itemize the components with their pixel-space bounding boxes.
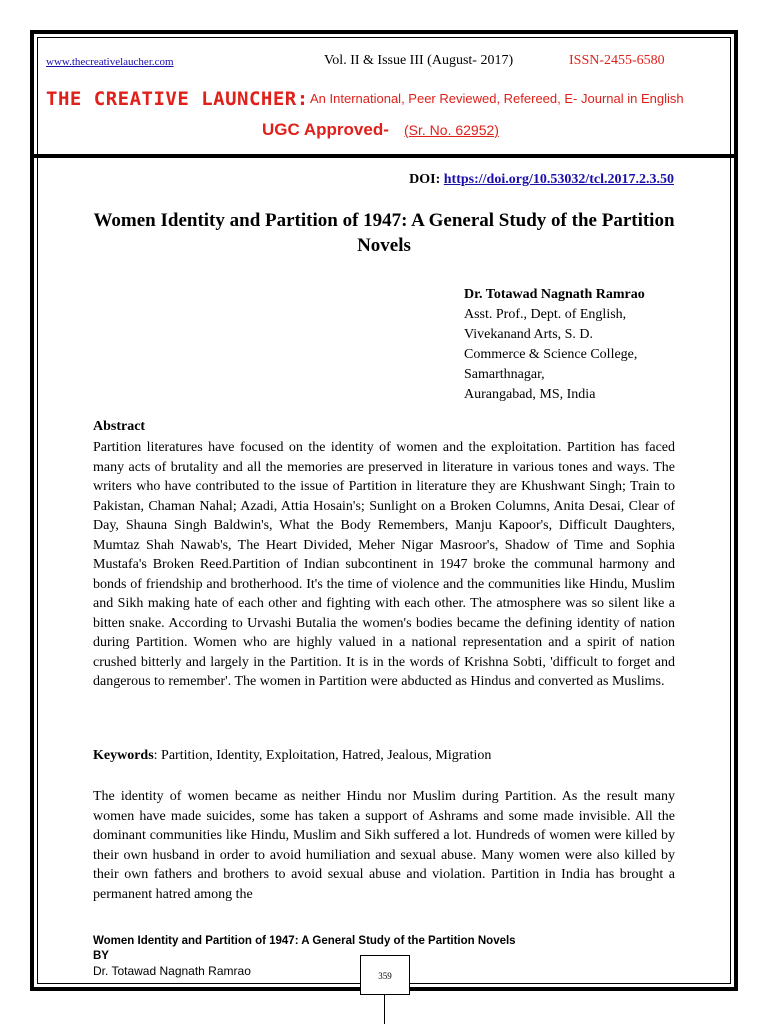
page-number-connector bbox=[384, 995, 385, 1024]
doi-link[interactable]: https://doi.org/10.53032/tcl.2017.2.3.50 bbox=[443, 172, 674, 187]
volume-issue: Vol. II & Issue III (August- 2017) bbox=[324, 53, 514, 68]
journal-url-link[interactable]: www.thecreativelaucher.com bbox=[46, 56, 174, 68]
author-block bbox=[464, 285, 645, 405]
header-divider bbox=[30, 154, 738, 158]
keywords-list: : Partition, Identity, Exploitation, Hatred, Jealous, Migration bbox=[153, 748, 492, 763]
ugc-approved-label: UGC Approved- bbox=[262, 120, 389, 139]
footer-author: Dr. Totawad Nagnath Ramrao bbox=[93, 964, 251, 978]
affiliation-line: Aurangabad, MS, India bbox=[464, 387, 596, 402]
author-name: Dr. Totawad Nagnath Ramrao bbox=[464, 287, 645, 302]
paper-title: Women Identity and Partition of 1947: A General Study of the Partition Novels bbox=[93, 210, 675, 256]
issn-number: ISSN-2455-6580 bbox=[569, 53, 665, 68]
journal-tagline: An International, Peer Reviewed, Refereed, E- Journal in English bbox=[310, 91, 684, 106]
body-paragraph: The identity of women became as neither Hindu nor Muslim during Partition. As the result many women have made suicides, some has taken a support of Ashrams and some made invisible. All the dominant communities like Hindu, Muslim and Sikh suffered a lot. Hundreds of women were killed by their own husband in order to avoid humiliation and sexual abuse. Many women were also killed by their own fathers and brothers to avoid sexual abuse and violation. Partition in India has brought a permanent hatred among the bbox=[93, 789, 675, 902]
affiliation-line: Samarthnagar, bbox=[464, 367, 545, 382]
affiliation-line: Commerce & Science College, bbox=[464, 347, 638, 362]
keywords-line bbox=[93, 748, 675, 764]
keywords-label: Keywords bbox=[93, 748, 154, 763]
abstract-heading: Abstract bbox=[93, 419, 146, 434]
page-number: 359 bbox=[360, 955, 410, 995]
journal-name: THE CREATIVE LAUNCHER: bbox=[46, 88, 309, 110]
footer-title: Women Identity and Partition of 1947: A General Study of the Partition Novels bbox=[93, 935, 516, 947]
ugc-serial-number: (Sr. No. 62952) bbox=[404, 122, 499, 138]
abstract-text: Partition literatures have focused on the identity of women and the exploitation. Partition has faced many acts of brutality and all the memories are preserved in literature in various tones and ways. The writers who have contributed to the issue of Partition in literature they are Khushwant Singh; Train to Pakistan, Chaman Nahal; Azadi, Attia Hosain's; Sunlight on a Broken Columns, Anita Desai, Clear of Day, Shauna Singh Baldwin's, What the Body Remembers, Manju Kapoor's, Difficult Daughters, Mumtaz Shah Nawab's, The Heart Divided, Meher Nigar Masroor's, Shadow of Time and Sophia Mustafa's Broken Reed.Partition of Indian subcontinent in 1947 broke the communal harmony and bonds of friendship and brotherhood. It's the time of violence and the communities like Hindu, Muslim and Sikh making hate of each other and fighting with each other. The atmosphere was so silent like a bitten snake. According to Urvashi Butalia the women's bodies became the defining identity of nation during Partition. Women who are highly valued in a national representation and a spirit of nation crushed bitterly and largely in the Partition. It is in the words of Krishna Sobti, 'difficult to forget and dangerous to remember'. The women in Partition were abducted as Hindus and converted as Muslims. bbox=[93, 440, 675, 689]
affiliation-line: Vivekanand Arts, S. D. bbox=[464, 327, 594, 342]
footer-by: BY bbox=[93, 950, 109, 962]
affiliation-line: Asst. Prof., Dept. of English, bbox=[464, 307, 627, 322]
doi-label: DOI: bbox=[409, 172, 441, 187]
doi-line bbox=[409, 172, 674, 188]
